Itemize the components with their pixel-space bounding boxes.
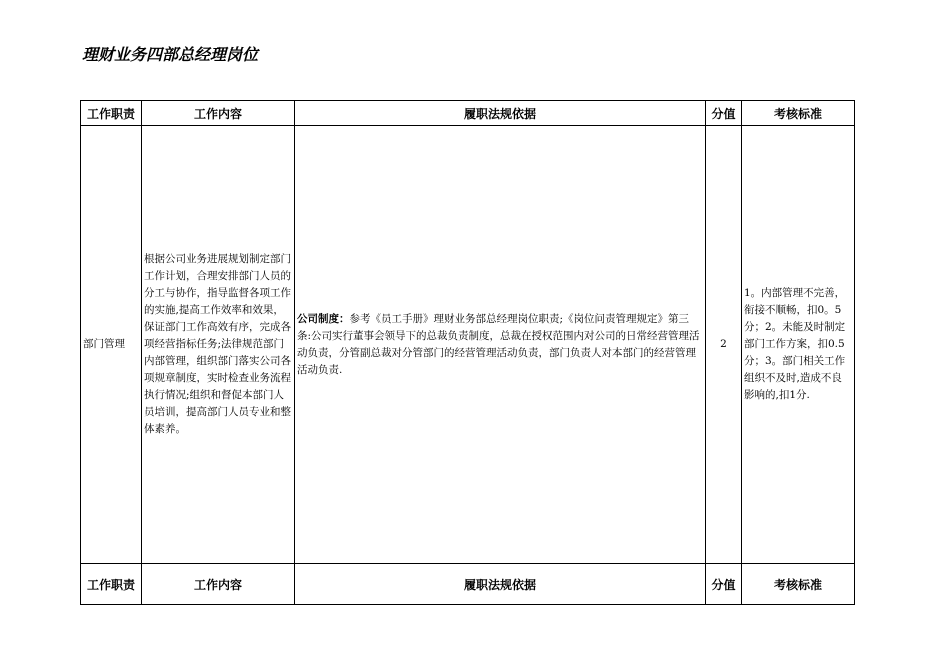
header-duty: 工作职责 — [81, 101, 142, 126]
table-footer-row — [81, 564, 855, 605]
basis-text: 参考《员工手册》理财业务部总经理岗位职责;《岗位问责管理规定》第三条:公司实行董事会领导下的总裁负责制度，总裁在授权范围内对公司的日常经营管理活动负责，分管副总裁对分管部门的经营管理活动负责，部门负责人对本部门的经营管理活动负责. — [297, 312, 700, 376]
cell-duty: 部门管理 — [81, 126, 142, 564]
duty-table — [80, 100, 855, 605]
cell-content: 根据公司业务进展规划制定部门工作计划，合理安排部门人员的分工与协作，指导监督各项工作的实施,提高工作效率和效果，保证部门工作高效有序，完成各项经营指标任务;法律规范部门内部管理，组织部门落实公司各项规章制度，实时检查业务流程执行情况;组织和督促本部门人员培训，提高部门人员专业和整体素养。 — [142, 126, 295, 564]
header-content: 工作内容 — [142, 101, 295, 126]
footer-duty: 工作职责 — [81, 564, 142, 605]
footer-standard: 考核标准 — [742, 564, 855, 605]
cell-score: 2 — [706, 126, 742, 564]
basis-label: 公司制度： — [297, 312, 350, 325]
footer-basis: 履职法规依据 — [295, 564, 706, 605]
table-header-row — [81, 101, 855, 126]
cell-basis — [295, 126, 706, 564]
header-standard: 考核标准 — [742, 101, 855, 126]
page-title: 理财业务四部总经理岗位 — [82, 45, 259, 64]
table-row — [81, 126, 855, 564]
header-score: 分值 — [706, 101, 742, 126]
footer-content: 工作内容 — [142, 564, 295, 605]
cell-standard: 1。内部管理不完善，衔接不顺畅，扣0。5分；2。未能及时制定部门工作方案，扣0.5分；3。部门相关工作组织不及时,造成不良影响的,扣1分. — [742, 126, 855, 564]
header-basis: 履职法规依据 — [295, 101, 706, 126]
footer-score: 分值 — [706, 564, 742, 605]
